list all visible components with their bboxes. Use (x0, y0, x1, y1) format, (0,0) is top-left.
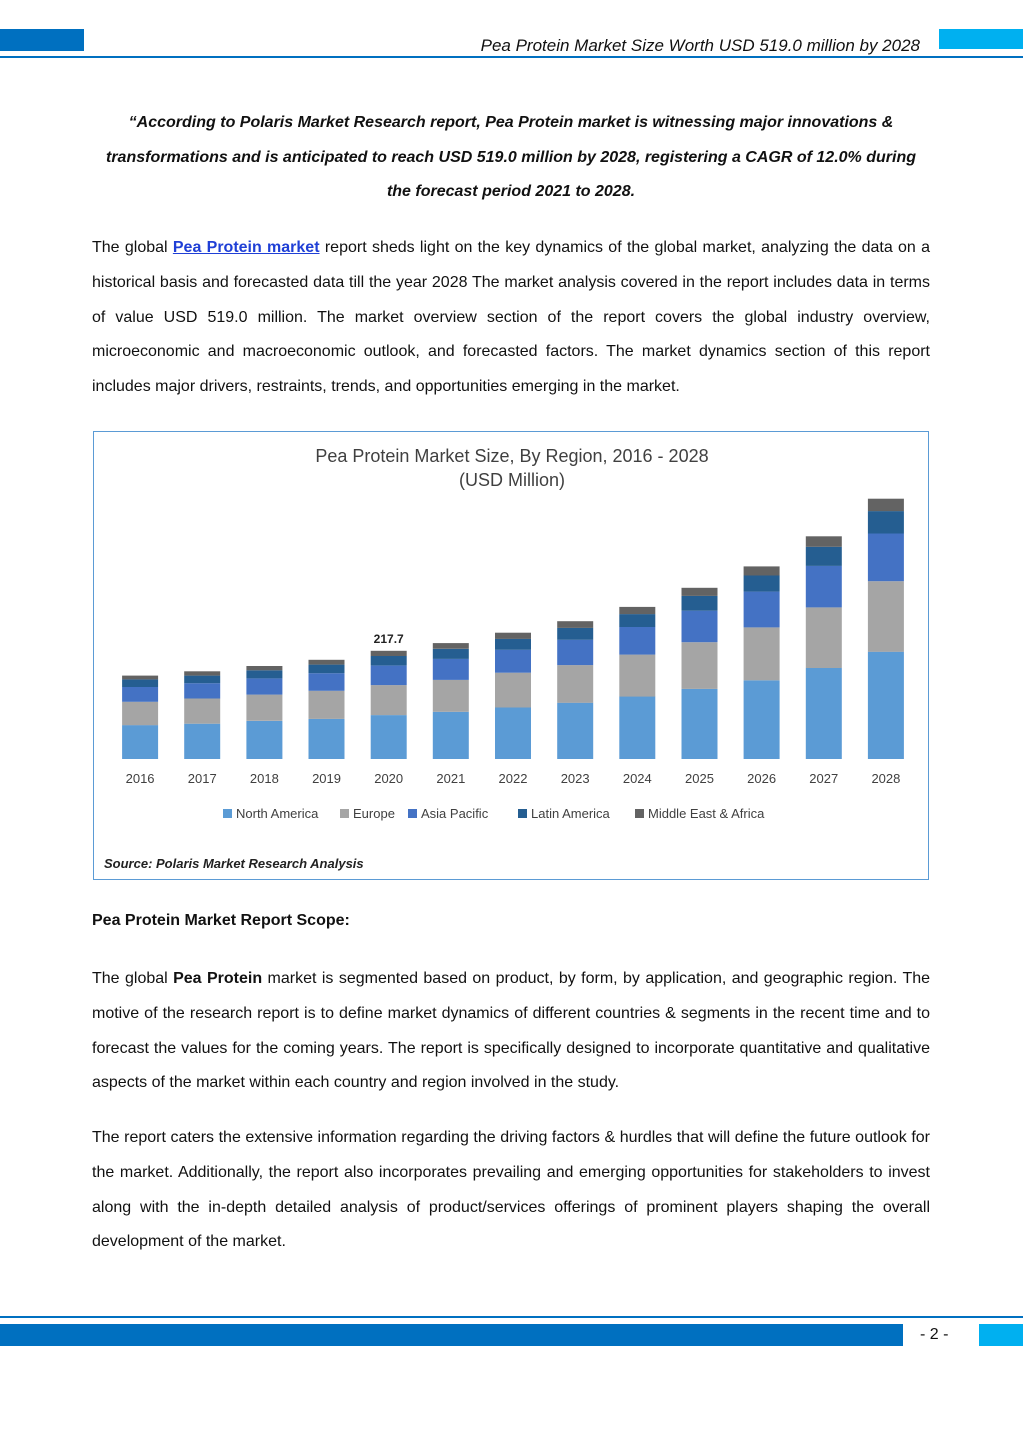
bar-segment-2018-europe (246, 695, 282, 721)
bar-segment-2021-europe (433, 680, 469, 712)
x-tick-label-2023: 2023 (560, 771, 590, 786)
bar-segment-2024-latin-america (619, 614, 655, 627)
bar-segment-2017-latin-america (184, 676, 220, 684)
outlook-paragraph: The report caters the extensive information regarding the driving factors & hurdles that will define the future outlook for the market. Additionally, the report also incorporates prevailing and emerging opportunities for stakeholders to invest along with the in-depth detailed analysis of product/services offerings of prominent players shaping the overall development of the market. (92, 1129, 930, 1251)
intro-quote: “According to Polaris Market Research report, Pea Protein market is witnessing major innovations & transformations and is anticipated to reach USD 519.0 million by 2028, registering a CAGR of 12.0% during the forecast period 2021 to 2028. (106, 114, 916, 200)
bar-segment-2017-middle-east-africa (184, 671, 220, 675)
bar-segment-2017-north-america (184, 724, 220, 759)
legend-label-north-america: North America (236, 806, 319, 821)
bar-segment-2016-middle-east-africa (122, 676, 158, 680)
bar-segment-2023-north-america (557, 703, 593, 759)
bar-segment-2026-north-america (744, 680, 780, 759)
bar-segment-2023-asia-pacific (557, 640, 593, 665)
bar-segment-2023-europe (557, 665, 593, 703)
bar-segment-2024-asia-pacific (619, 627, 655, 655)
x-tick-label-2024: 2024 (622, 771, 652, 786)
stacked-bar-chart (94, 432, 930, 881)
bar-segment-2028-latin-america (868, 511, 904, 533)
scope-paragraph-bold: Pea Protein (173, 970, 263, 987)
header-title: Pea Protein Market Size Worth USD 519.0 million by 2028 (480, 36, 920, 55)
bar-segment-2020-asia-pacific (371, 666, 407, 686)
bar-segment-2025-asia-pacific (682, 611, 718, 643)
bar-segment-2026-asia-pacific (744, 592, 780, 628)
x-tick-label-2018: 2018 (249, 771, 279, 786)
bar-segment-2022-middle-east-africa (495, 633, 531, 639)
legend-swatch-asia-pacific (408, 809, 417, 818)
legend-label-asia-pacific: Asia Pacific (421, 806, 489, 821)
header-accent-bar-right (939, 29, 1023, 49)
legend-label-middle-east-africa: Middle East & Africa (648, 806, 765, 821)
intro-paragraph-prefix: The global (92, 239, 173, 256)
bar-segment-2027-asia-pacific (806, 566, 842, 608)
legend-swatch-europe (340, 809, 349, 818)
scope-paragraph-body: market is segmented based on product, by form, by application, and geographic region. The motive of the research report is to define market dynamics of different countries & segments in the recent time and to forecast the values for the coming years. The report is specifically designed to incorporate quantitative and qualitative aspects of the market within each country and region involved in the study. (92, 970, 931, 1092)
x-tick-label-2020: 2020 (374, 771, 404, 786)
bar-segment-2016-latin-america (122, 679, 158, 687)
bar-segment-2026-middle-east-africa (744, 566, 780, 575)
bar-segment-2022-north-america (495, 708, 531, 760)
bar-segment-2020-latin-america (371, 656, 407, 666)
bar-segment-2027-latin-america (806, 547, 842, 566)
x-tick-label-2016: 2016 (125, 771, 155, 786)
bar-segment-2024-europe (619, 655, 655, 697)
bar-segment-2018-north-america (246, 721, 282, 759)
bar-segment-2023-latin-america (557, 628, 593, 640)
bar-segment-2020-europe (371, 685, 407, 715)
bar-segment-2026-latin-america (744, 575, 780, 591)
legend-swatch-middle-east-africa (635, 809, 644, 818)
bar-segment-2025-europe (682, 642, 718, 689)
footer-accent-bar (0, 1324, 903, 1346)
data-label-2020: 217.7 (373, 631, 404, 646)
bar-segment-2025-north-america (682, 689, 718, 759)
bar-segment-2016-north-america (122, 725, 158, 759)
bar-segment-2017-europe (184, 698, 220, 723)
bar-segment-2028-middle-east-africa (868, 499, 904, 511)
bar-segment-2022-europe (495, 673, 531, 708)
bar-segment-2024-middle-east-africa (619, 607, 655, 614)
bar-segment-2025-latin-america (682, 596, 718, 611)
footer-rule (0, 1316, 1023, 1318)
bar-segment-2018-asia-pacific (246, 678, 282, 694)
bar-segment-2021-north-america (433, 712, 469, 759)
x-tick-label-2019: 2019 (312, 771, 341, 786)
bar-segment-2021-middle-east-africa (433, 643, 469, 649)
bar-segment-2019-latin-america (309, 665, 345, 674)
bar-segment-2022-latin-america (495, 639, 531, 650)
bar-segment-2021-latin-america (433, 649, 469, 659)
bar-segment-2016-asia-pacific (122, 687, 158, 702)
bar-segment-2020-north-america (371, 715, 407, 759)
legend-swatch-latin-america (518, 809, 527, 818)
x-tick-label-2027: 2027 (809, 771, 839, 786)
bar-segment-2028-north-america (868, 652, 904, 759)
chart-source: Source: Polaris Market Research Analysis (104, 856, 364, 871)
x-tick-label-2017: 2017 (187, 771, 217, 786)
bar-segment-2025-middle-east-africa (682, 588, 718, 596)
bar-segment-2019-middle-east-africa (309, 660, 345, 665)
chart-x-tick-labels (126, 771, 901, 786)
header-accent-bar-left (0, 29, 84, 51)
bar-segment-2027-middle-east-africa (806, 536, 842, 547)
chart-subtitle: (USD Million) (458, 470, 566, 490)
chart-legend (223, 806, 765, 821)
footer-accent-bar-right (979, 1324, 1023, 1346)
bar-segment-2019-asia-pacific (309, 673, 345, 691)
intro-paragraph-body: report sheds light on the key dynamics of the global market, analyzing the data on a historical basis and forecasted data till the year 2028 The market analysis covered in the report includes data in terms of value USD 519.0 million. The market overview section of the report covers the global industry overview, microeconomic and macroeconomic outlook, and forecasted factors. The market dynamics section of this report includes major drivers, restraints, trends, and opportunities emerging in the market. (92, 239, 931, 396)
bar-segment-2023-middle-east-africa (557, 621, 593, 628)
x-tick-label-2022: 2022 (498, 771, 528, 786)
bar-segment-2016-europe (122, 702, 158, 725)
bar-segment-2028-europe (868, 581, 904, 652)
bar-segment-2017-asia-pacific (184, 683, 220, 698)
chart-bars (122, 499, 904, 759)
x-tick-label-2026: 2026 (747, 771, 777, 786)
scope-heading: Pea Protein Market Report Scope: (92, 912, 350, 929)
scope-paragraph-prefix: The global (92, 970, 174, 987)
bar-segment-2019-north-america (309, 719, 345, 759)
bar-segment-2021-asia-pacific (433, 659, 469, 680)
header-rule (0, 56, 1023, 58)
chart-title: Pea Protein Market Size, By Region, 2016 - 2028 (315, 446, 709, 466)
scope-paragraph (92, 962, 930, 1101)
bar-segment-2027-europe (806, 607, 842, 668)
x-tick-label-2021: 2021 (436, 771, 466, 786)
x-tick-label-2025: 2025 (685, 771, 714, 786)
legend-label-europe: Europe (353, 806, 395, 821)
x-tick-label-2028: 2028 (871, 771, 901, 786)
bar-segment-2026-europe (744, 627, 780, 680)
regional-market-chart (93, 431, 929, 880)
bar-segment-2028-asia-pacific (868, 534, 904, 582)
pea-protein-market-link[interactable]: Pea Protein market (172, 239, 320, 256)
intro-paragraph (92, 231, 930, 405)
bar-segment-2018-latin-america (246, 670, 282, 678)
bar-segment-2027-north-america (806, 668, 842, 759)
bar-segment-2022-asia-pacific (495, 650, 531, 673)
legend-swatch-north-america (223, 809, 232, 818)
bar-segment-2019-europe (309, 691, 345, 719)
bar-segment-2020-middle-east-africa (371, 651, 407, 656)
page-number: - 2 - (920, 1326, 949, 1343)
legend-label-latin-america: Latin America (531, 806, 610, 821)
bar-segment-2024-north-america (619, 697, 655, 760)
bar-segment-2018-middle-east-africa (246, 666, 282, 670)
